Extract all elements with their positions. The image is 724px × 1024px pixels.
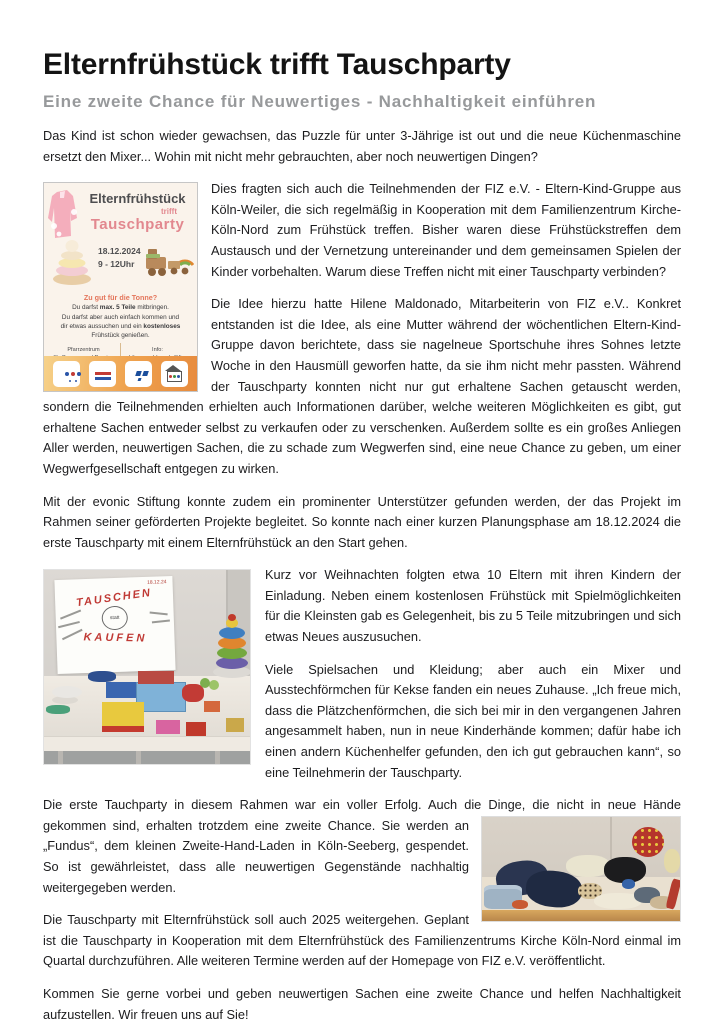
- paragraph: Kurz vor Weihnachten folgten etwa 10 Eltern mit ihren Kindern der Einladung. Neben einem kostenlosen Frühstück mit Spielmöglichkeiten für die Kleinsten gab es Gelegenheit, bis zu 5 Teile mitzubringen und sich etwas Neues auszusuchen.: [265, 567, 681, 645]
- paragraph: Dies fragten sich auch die Teilnehmenden der FIZ e.V. - Eltern-Kind-Gruppe aus Köln-Weiler, die sich regelmäßig in Kooperation mit dem Familienzentrum Kirche-Köln-Nord zum Frühstück treffen. Bisher waren diese Frühstückstreffen dem Austausch und der Vernetzung untereinander und dem gemeinsamen Spielen der Kinder vorbehalten. Warum diese Treffen nicht mit einer Tauschparty verbinden?: [211, 181, 681, 279]
- partner-logo-3: [125, 361, 152, 387]
- paragraph: Viele Spielsachen und Kleidung; aber auch ein Mixer und Ausstechförmchen für Kekse fanden ein neues Zuhause. „Ich freue mich, dass die Plätzchenförmchen, die sich bei mir in den vergangenen Jahren angesammelt haben, nun in neue Kinderhände kommen; dafür habe ich einen andern Küchenhelfer gefunden, den ich gut gebrauchen kann“, so eine Teilnehmerin der Tauschparty.: [265, 661, 681, 780]
- toy-box-tan: [226, 718, 244, 732]
- flyer-contact: Info:: [120, 343, 194, 381]
- toy-box-blue: [106, 682, 138, 698]
- section-flyer: [43, 179, 681, 491]
- clothes-yellow-right: [664, 849, 680, 873]
- flyer-title: Elternfrühstück: [89, 191, 186, 207]
- clothes-donation-photo: [481, 816, 681, 922]
- flyer-title-party: Tauschparty: [90, 216, 185, 234]
- paragraph: Kommen Sie gerne vorbei und geben neuwertigen Sachen eine zweite Chance und helfen Nachhaltigkeit aufzustellen. Wir freuen uns auf Sie!: [43, 985, 681, 1022]
- swap-table-photo: [43, 569, 251, 765]
- paragraph: Mit der evonic Stiftung konnte zudem ein prominenter Unterstützer gefunden werden, der das Projekt im Rahmen seiner geförderten Projekte begleitet. So konnte nach einer kurzen Planungsphase am 18.12.2024 die erste Tauschparty mit einem Elternfrühstück an den Start gehen.: [43, 493, 681, 550]
- flyer-time: 9 - 12Uhr: [98, 259, 135, 270]
- flyer-venue: Pfarrzentrum: [67, 347, 100, 354]
- paragraph: Die Idee hierzu hatte Hilene Maldonado, Mitarbeiterin von FIZ e.V.. Konkret entstanden ist die Idee, als eine Mutter während der wöchentlichen Eltern-Kind-Gruppe davon berichtete, dass sie nagelneue Sportschuhe ihres Sohnes letzte Woche in den Hausmüll geworfen hatte, da sie ihm nicht mehr passten. Während der Tauschparty konnten nicht nur gut erhaltene Sachen getauscht werden, sondern die Teilnehmenden erhielten auch Informationen darüber, welche weiteren Möglichkeiten es gibt, gut erhaltene Sachen entweder selbst zu verkaufen oder zu verschenken. Außerdem sollte es ein großes Anliegen Aller werden, neuwertigen Sachen, die zu schade zum Wegwerfen sind, eine neue Chance zu geben, um einer Wegwerfgesellschaft entgegen zu wirken.: [43, 296, 681, 476]
- toy-box-yellow: [102, 702, 144, 732]
- flyer-datetime: [98, 245, 141, 271]
- partner-logo-4: [161, 361, 188, 387]
- toy-box-orange: [204, 701, 220, 712]
- toy-box-pink: [156, 720, 180, 734]
- toy-stocking-red: [182, 684, 204, 702]
- partner-logo-2: [89, 361, 116, 387]
- wooden-train-illustration: [144, 243, 194, 279]
- flyer-logo-band: [44, 356, 197, 391]
- ring-stack-toy: [212, 614, 251, 678]
- paragraph-text: Die erste Tauchparty in diesem Rahmen war ein voller Erfolg. Auch die Dinge, die nicht in neue Hände gekommen sind, erhalten trotzdem eine zweite Chance. Sie werden an „Fundus“, dem kleinen Zweite-Hand-Laden in Köln-Seeberg, gespendet. So ist gewährleistet, dass alle neuwertigen Gegenstände nachhaltig weitergegeben werden.: [43, 797, 681, 895]
- page-subtitle: Eine zweite Chance für Neuwertiges - Nachhaltigkeit einführen: [43, 92, 597, 111]
- stacking-rings-illustration: [52, 239, 92, 285]
- flyer-date: 18.12.2024: [98, 246, 141, 257]
- tauschen-statt-kaufen-poster: 18.12.24 TAUSCHEN statt KAUFEN: [54, 576, 175, 674]
- logo-glyph: [65, 372, 69, 376]
- partner-logo-1: [53, 361, 80, 387]
- paragraph: Die Tauschparty mit Elternfrühstück soll auch 2025 weitergehen. Geplant ist die Tauschparty in Kooperation mit dem Elternfrühstück des Familienzentrums Kirche Köln-Nord einmal im Quartal durchzuführen. Alle weiteren Termine werden auf der Homepage von FIZ e.V. veröffentlicht.: [43, 912, 681, 969]
- cloth-blue: [88, 671, 116, 682]
- clothes-orange: [512, 900, 528, 909]
- toy-box-small-red: [186, 722, 206, 736]
- flyer-body-text: Du darfst max. 5 Teile mitbringen. Du darfst aber auch einfach kommen und dir etwas aussuchen und ein kostenloses Frühstück genießen.: [60, 304, 181, 340]
- paragraph: [43, 795, 681, 898]
- flyer-poster-image: [43, 182, 198, 392]
- logo-glyph: [95, 372, 111, 375]
- toy-box-red: [138, 671, 174, 684]
- flyer-headline: Zu gut für die Tonne?: [83, 293, 158, 303]
- flyer-title-trifft: trifft: [161, 207, 177, 217]
- logo-glyph: [167, 371, 182, 382]
- logo-glyph: [135, 371, 142, 376]
- cloth-green: [46, 705, 70, 714]
- page-title: Elternfrühstück trifft Tauschparty: [43, 48, 511, 81]
- pink-jacket-illustration: [47, 188, 81, 242]
- paragraph-intro: Das Kind ist schon wieder gewachsen, das Puzzle für unter 3-Jährige ist out und die neue Küchenmaschine ersetzt den Mixer... Wohin mit nicht mehr gebrauchten, aber noch neuwertigen Dingen?: [43, 128, 681, 164]
- red-patterned-bag: [632, 827, 664, 857]
- clothes-blue-patch: [622, 879, 635, 889]
- section-table-photo: [43, 565, 681, 795]
